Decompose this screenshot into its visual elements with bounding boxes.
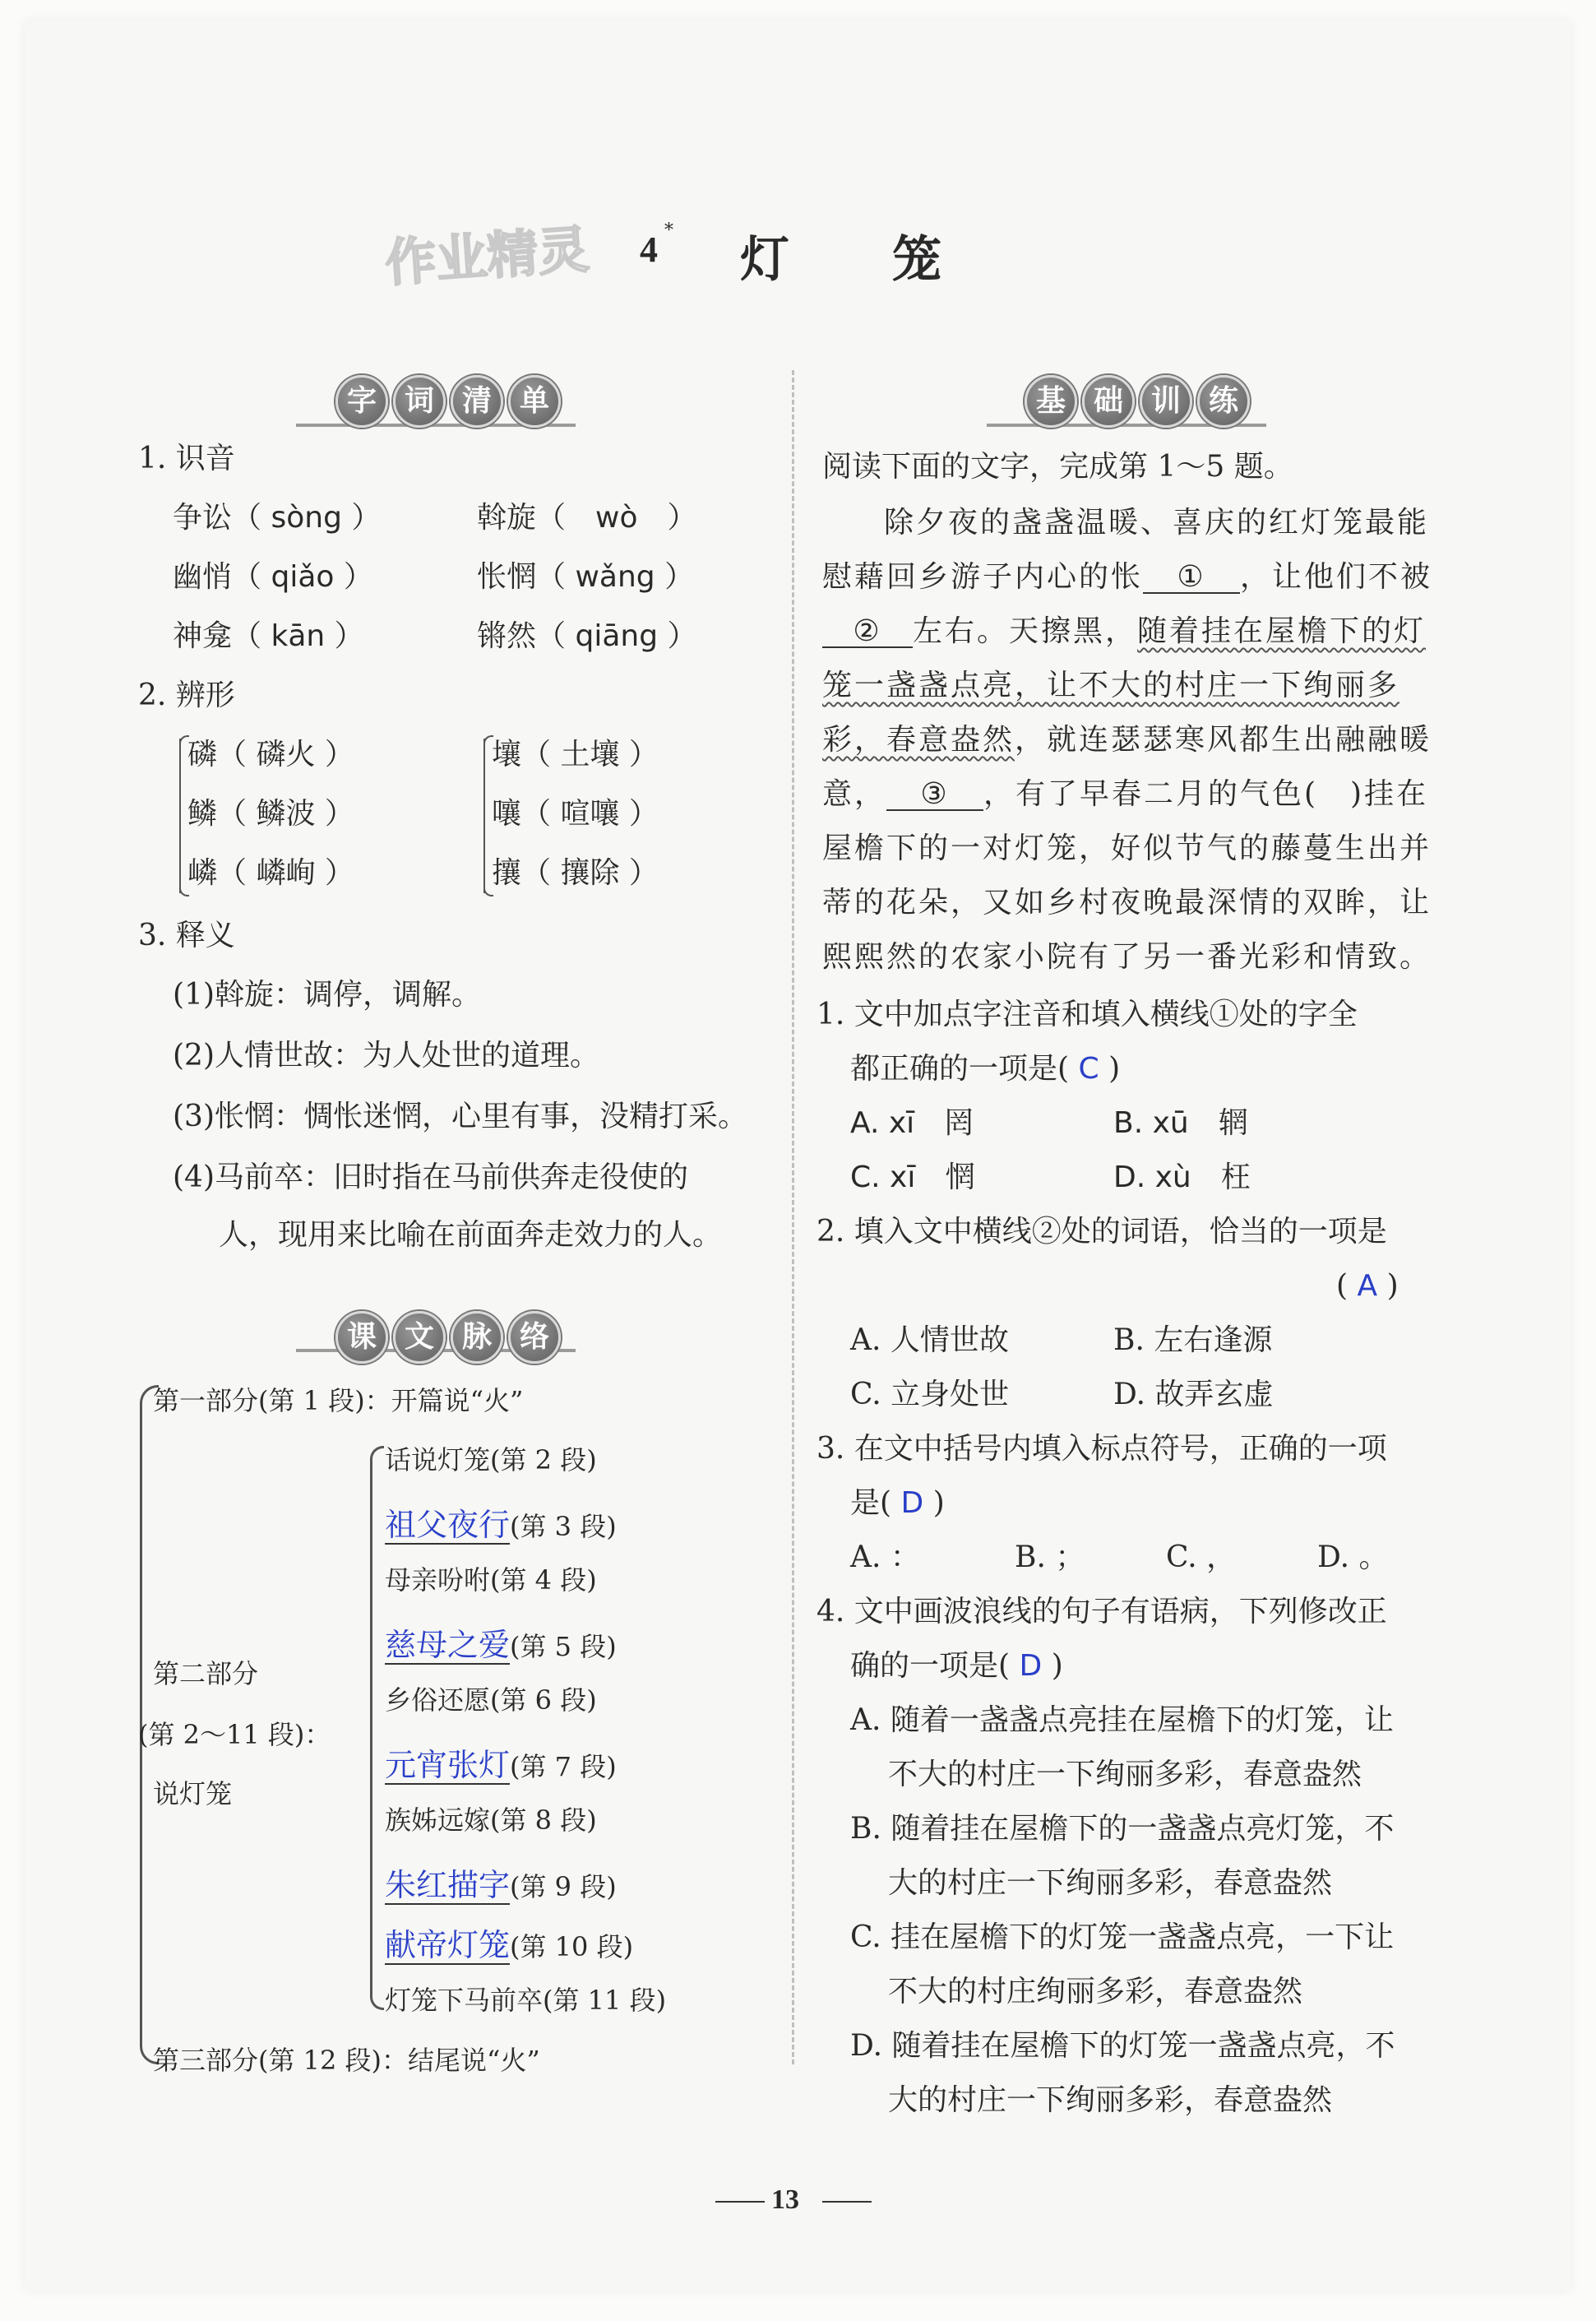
badge-char: 词 [393,375,446,428]
meaning-item: (3)怅惘：惆怅迷惘，心里有事，没精打采。 [173,1100,747,1133]
question-3-stem: 是( D ) [850,1486,945,1520]
outline-label: 灯笼下马前卒 [385,1985,544,2016]
practice-intro: 阅读下面的文字，完成第 1～5 题。 [822,450,1293,484]
outline-part2-label: 第二部分 [153,1658,259,1689]
question-4-stem: 确的一项是( D ) [850,1649,1063,1683]
passage-line: 意， ③ ，有了早春二月的气色( )挂在 [822,777,1429,811]
answer-4: D [1019,1649,1043,1683]
passage-line: 屋檐下的一对灯笼，好似节气的藤蔓生出并 [822,832,1432,865]
blank-2: ② [822,617,913,648]
badge-char: 字 [335,375,388,428]
passage-line: ② 左右。天擦黑，随着挂在屋檐下的灯 [822,617,1426,648]
lesson-star: * [664,220,673,241]
outline-item [385,1619,617,1665]
meaning-item: (2)人情世故：为人处世的道理。 [173,1039,599,1072]
shape-item: 嶙（ 嶙峋 ） [187,856,354,890]
outline-answer: 祖父夜行 [385,1507,511,1543]
passage-line: 彩，春意盎然，就连瑟瑟寒风都生出融融暖 [822,723,1432,757]
answer-1: C [1078,1052,1099,1086]
column-divider [792,370,794,2064]
answer-3: D [900,1486,924,1520]
outline-para: (第 5 段) [510,1631,617,1662]
outline-label: 母亲吩咐 [385,1564,491,1596]
badge-char: 基 [1025,375,1077,428]
outline-item [385,1740,617,1785]
vocab-word: 幽悄（ qiǎo ） [173,560,373,594]
vocab-word: 斡旋（ wò ） [477,501,697,535]
outline-para: (第 10 段) [510,1931,634,1962]
outline-label: 话说灯笼 [385,1444,491,1476]
badge-char: 课 [335,1311,388,1364]
outline-part2-label: 说灯笼 [153,1778,233,1809]
shape-heading: 2. 辨形 [138,679,235,712]
badge-char: 文 [393,1311,446,1364]
outline-answer: 献帝灯笼 [385,1927,511,1963]
outline-answer: 慈母之爱 [385,1627,511,1663]
section-badge-vocab [335,375,561,428]
outline-para: (第 4 段) [490,1564,597,1596]
question-4-stem: 4. 文中画波浪线的句子有语病，下列修改正 [817,1595,1387,1628]
blank-3: ③ [886,780,983,811]
q2-option: B. 左右逢源 [1113,1323,1273,1357]
outline-part2-label: (第 2～11 段)： [138,1719,331,1750]
page-title-char2: 笼 [892,231,941,289]
blank-1: ① [1143,563,1240,594]
section-badge-practice [1025,375,1250,428]
question-3-stem: 3. 在文中括号内填入标点符号，正确的一项 [817,1432,1387,1466]
question-2-stem: 2. 填入文中横线②处的词语，恰当的一项是 [817,1215,1387,1249]
q3-option: B. ； [1015,1540,1085,1574]
outline-item [385,1800,597,1837]
badge-char: 络 [508,1311,561,1364]
outline-para: (第 3 段) [510,1511,617,1542]
shape-item: 鳞（ 鳞波 ） [187,797,354,831]
badge-char: 训 [1140,375,1192,428]
answer-2: A [1357,1269,1378,1303]
bracket-right [483,739,485,893]
q4-option: 大的村庄一下绚丽多彩，春意盎然 [888,2083,1333,2117]
watermark-logo: 作业精灵 [383,219,591,294]
outline-item [385,1980,666,2018]
passage-line: 蒂的花朵，又如乡村夜晚最深情的双眸，让 [822,886,1432,920]
lesson-number: 4 [640,229,658,270]
outline-item [385,1439,597,1477]
outline-item [385,1559,597,1597]
badge-char: 单 [508,375,561,428]
q1-option: A. xī 罔 [850,1106,974,1140]
bracket-left [179,739,181,893]
outline-para: (第 2 段) [490,1444,597,1476]
shape-item: 嚷（ 喧嚷 ） [492,797,659,831]
q4-option: D. 随着挂在屋檐下的灯笼一盏盏点亮，不 [850,2029,1395,2063]
outline-item [385,1860,617,1905]
badge-char: 础 [1082,375,1135,428]
outline-part1: 第一部分(第 1 段)：开篇说“火” [153,1385,524,1416]
outline-label: 乡俗还愿 [385,1684,491,1716]
question-2-paren: ( A ) [1336,1269,1399,1303]
shape-item: 磷（ 磷火 ） [187,738,354,771]
q1-option: B. xū 辋 [1113,1106,1248,1140]
badge-char: 清 [451,375,503,428]
outline-para: (第 7 段) [510,1751,617,1782]
passage-line: 熙熙然的农家小院有了另一番光彩和情致。 [822,940,1432,974]
vocab-word: 怅惘（ wǎng ） [477,560,695,594]
outline-para: (第 9 段) [510,1871,617,1902]
passage-line: 除夕夜的盏盏温暖、喜庆的红灯笼最能 [884,506,1430,540]
outline-label: 族姊远嫁 [385,1804,491,1836]
outline-item [385,1920,633,1965]
outline-answer: 朱红描字 [385,1867,511,1903]
q2-option: A. 人情世故 [850,1323,1009,1357]
q4-option: B. 随着挂在屋檐下的一盏盏点亮灯笼，不 [850,1812,1395,1846]
q4-option: A. 随着一盏盏点亮挂在屋檐下的灯笼，让 [850,1703,1394,1737]
vocab-word: 锵然（ qiāng ） [477,619,697,653]
outline-answer: 元宵张灯 [385,1747,511,1783]
q2-option: C. 立身处世 [850,1378,1010,1411]
q4-option: 大的村庄一下绚丽多彩，春意盎然 [888,1866,1333,1900]
meaning-item: 人，现用来比喻在前面奔走效力的人。 [219,1218,723,1252]
q4-option: 不大的村庄一下绚丽多彩，春意盎然 [888,1758,1362,1791]
q4-option: 不大的村庄绚丽多彩，春意盎然 [888,1975,1303,2008]
shape-item: 壤（ 土壤 ） [492,738,659,771]
outline-para: (第 11 段) [543,1985,667,2016]
outline-item [385,1499,617,1545]
page-title-char1: 灯 [740,231,789,289]
passage-line: 笼一盏盏点亮，让不大的村庄一下绚丽多 [822,669,1400,702]
footer-rule-left [715,2201,765,2203]
q2-option: D. 故弄玄虚 [1113,1378,1274,1411]
q3-option: A. ： [850,1540,920,1574]
pronunciation-heading: 1. 识音 [138,442,235,475]
shape-item: 攘（ 攘除 ） [492,856,659,890]
q4-option: C. 挂在屋檐下的灯笼一盏盏点亮，一下让 [850,1920,1395,1954]
q3-option: C. ， [1166,1540,1237,1574]
outline-item [385,1679,597,1717]
badge-char: 脉 [451,1311,503,1364]
outline-para: (第 8 段) [490,1804,597,1836]
q1-option: D. xù 枉 [1113,1160,1251,1194]
question-1-stem: 1. 文中加点字注音和填入横线①处的字全 [817,998,1358,1031]
badge-char: 练 [1197,375,1250,428]
meaning-heading: 3. 释义 [138,919,235,952]
vocab-word: 神龛（ kān ） [173,619,364,653]
vocab-word: 争讼（ sòng ） [173,501,382,535]
meaning-item: (4)马前卒：旧时指在马前供奔走役使的 [173,1160,688,1194]
question-1-stem: 都正确的一项是( C ) [850,1052,1121,1086]
footer-rule-right [822,2201,872,2203]
outline-part3: 第三部分(第 12 段)：结尾说“火” [153,2045,540,2076]
meaning-item: (1)斡旋：调停，调解。 [173,978,481,1012]
q1-option: C. xī 惘 [850,1160,975,1194]
section-badge-outline [335,1311,561,1364]
outline-sub-brace [370,1446,384,2010]
page-number: 13 [771,2184,799,2215]
q3-option: D. 。 [1317,1540,1389,1574]
outline-para: (第 6 段) [490,1684,597,1716]
passage-line: 慰藉回乡游子内心的怅 ① ，让他们不被 [822,560,1433,594]
